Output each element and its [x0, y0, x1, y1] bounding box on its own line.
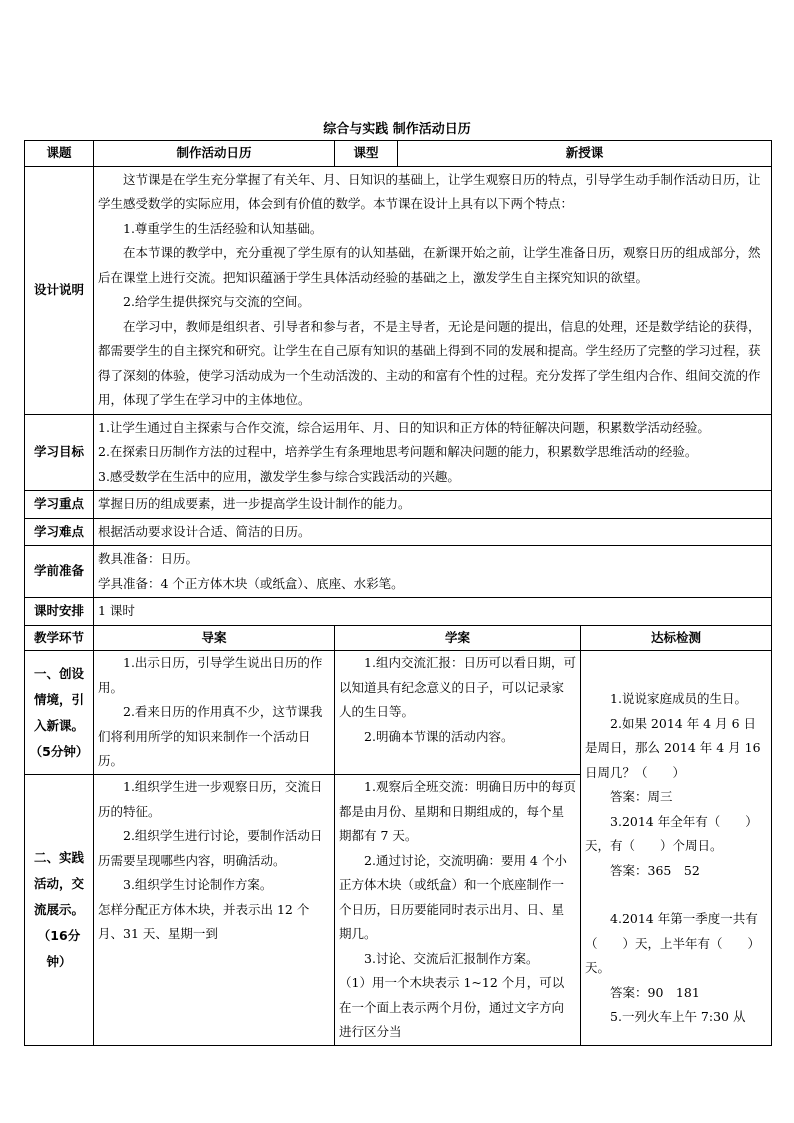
guide-item: 怎样分配正方体木块，并表示出 12 个月、31 天、星期一到: [98, 901, 310, 941]
study-item: 3.讨论、交流后汇报制作方案。: [364, 950, 539, 966]
design-paragraph: 1.尊重学生的生活经验和认知基础。: [123, 220, 323, 236]
design-paragraph: 2.给学生提供探究与交流的空间。: [123, 294, 310, 309]
phase-2-title: 二、实践活动，交流展示。: [33, 849, 84, 917]
check-column-header: 达标检测: [581, 625, 772, 651]
phase-2-name: [25, 775, 94, 1046]
schedule-row: [25, 598, 772, 626]
key-point-label: 学习重点: [25, 491, 94, 519]
check-answer: 答案：周三: [610, 789, 673, 804]
topic-label: 课题: [25, 141, 94, 167]
check-item: 1.说说家庭成员的生日。: [610, 691, 747, 706]
phase-2-time: （16分钟）: [37, 927, 81, 969]
goals-content: [94, 414, 772, 491]
phase-1-name: [25, 651, 94, 775]
guide-item: 2.组织学生进行讨论，要制作活动日历需要呈现哪些内容，明确活动。: [98, 828, 323, 868]
phase-1-study: [335, 651, 581, 775]
preparation-content: [94, 546, 772, 598]
design-paragraph: 在本节课的教学中，充分重视了学生原有的认知基础，在新课开始之前，让学生准备日历，观察日历的组成部分，然后在课堂上进行交流。把知识蕴涵于学生具体活动经验的基础之上，激发学生自主探究知识的欲望。: [98, 245, 761, 285]
phase-1-guide: [94, 651, 335, 775]
type-label: 课型: [335, 141, 398, 167]
teacher-preparation: 教具准备：日历。: [98, 551, 199, 566]
goals-row: [25, 414, 772, 491]
guide-item: 1.出示日历，引导学生说出日历的作用。: [98, 655, 323, 695]
key-point-value: 掌握日历的组成要素，进一步提高学生设计制作的能力。: [94, 491, 772, 519]
schedule-label: 课时安排: [25, 598, 94, 626]
goals-label: 学习目标: [25, 414, 94, 491]
goal-item: 2.在探索日历制作方法的过程中，培养学生有条理地思考问题和解决问题的能力，积累数学思维活动的经验。: [98, 444, 698, 459]
phase-column-header: 教学环节: [25, 625, 94, 651]
schedule-value: 1 课时: [94, 598, 772, 626]
phase-1-title: 一、创设情境，引入新课。: [33, 665, 84, 733]
preparation-label: 学前准备: [25, 546, 94, 598]
check-answer: 答案：90 181: [610, 984, 700, 1000]
design-label: 设计说明: [25, 166, 94, 414]
phase-2-guide: [94, 775, 335, 1046]
preparation-row: [25, 546, 772, 598]
lesson-plan-table: [24, 140, 772, 1046]
guide-item: 3.组织学生讨论制作方案。: [123, 877, 273, 892]
study-item: 2.通过讨论，交流明确：要用 4 个小正方体木块（或纸盒）和一个底座制作一个日历，日历要能同时表示出月、日、星期几。: [339, 852, 567, 941]
topic-value: 制作活动日历: [94, 141, 335, 167]
check-cell: [581, 651, 772, 1046]
guide-column-header: 导案: [94, 625, 335, 651]
difficulty-label: 学习难点: [25, 518, 94, 546]
check-answer: 答案：365 52: [610, 862, 700, 878]
study-item: 2.明确本节课的活动内容。: [364, 728, 514, 744]
phase-1-row: [25, 651, 772, 775]
phase-1-time: （5分钟）: [29, 743, 89, 759]
guide-item: 1.组织学生进一步观察日历，交流日历的特征。: [98, 779, 323, 819]
design-paragraph: 在学习中，教师是组织者、引导者和参与者，不是主导者，无论是问题的提出，信息的处理，还是数学结论的获得，都需要学生的自主探究和研究。让学生在自己原有知识的基础上得到不同的发展和提高。学生经历了完整的学习过程，获得了深刻的体验，使学习活动成为一个生动活泼的、主动的和富有个性的过程。充分发挥了学生组内合作、组间交流的作用，体现了学生在学习中的主体地位。: [98, 318, 761, 407]
check-item: 2.如果 2014 年 4 月 6 日是周日，那么 2014 年 4 月 16 日周几？（ ）: [585, 715, 761, 780]
design-content: [94, 166, 772, 414]
design-paragraph: 这节课是在学生充分掌握了有关年、月、日知识的基础上，让学生观察日历的特点，引导学生动手制作活动日历，让学生感受数学的实际应用，体会到有价值的数学。本节课在设计上具有以下两个特点：: [98, 171, 761, 211]
goal-item: 1.让学生通过自主探索与合作交流，综合运用年、月、日的知识和正方体的特征解决问题，积累数学活动经验。: [98, 419, 710, 435]
check-item: 3.2014 年全年有（ ）天，有（ ）个周日。: [585, 813, 758, 853]
document-title: 综合与实践 制作活动日历: [323, 122, 471, 137]
check-item: 5.一列火车上午 7:30 从: [610, 1009, 746, 1024]
difficulty-value: 根据活动要求设计合适、简洁的日历。: [94, 518, 772, 546]
column-header-row: [25, 625, 772, 651]
study-item: （1）用一个木块表示 1~12 个月，可以在一个面上表示两个月份，通过文字方向进行区分当: [339, 975, 565, 1039]
header-row: [25, 141, 772, 167]
goal-item: 3.感受数学在生活中的应用，激发学生参与综合实践活动的兴趣。: [98, 468, 460, 484]
study-column-header: 学案: [335, 625, 581, 651]
design-row: [25, 166, 772, 414]
study-item: 1.组内交流汇报：日历可以看日期，可以知道具有纪念意义的日子，可以记录家人的生日等。: [339, 655, 576, 719]
study-item: 1.观察后全班交流：明确日历中的每页都是由月份、星期和日期组成的，每个星期都有 7 天。: [339, 779, 576, 843]
phase-2-study: [335, 775, 581, 1046]
type-value: 新授课: [398, 141, 772, 167]
guide-item: 2.看来日历的作用真不少，这节课我们将利用所学的知识来制作一个活动日历。: [98, 704, 323, 768]
difficulty-row: [25, 518, 772, 546]
check-item: 4.2014 年第一季度一共有（ ）天，上半年有（ ）天。: [585, 911, 761, 975]
key-point-row: [25, 491, 772, 519]
student-preparation: 学具准备：4 个正方体木块（或纸盒）、底座、水彩笔。: [98, 575, 404, 591]
